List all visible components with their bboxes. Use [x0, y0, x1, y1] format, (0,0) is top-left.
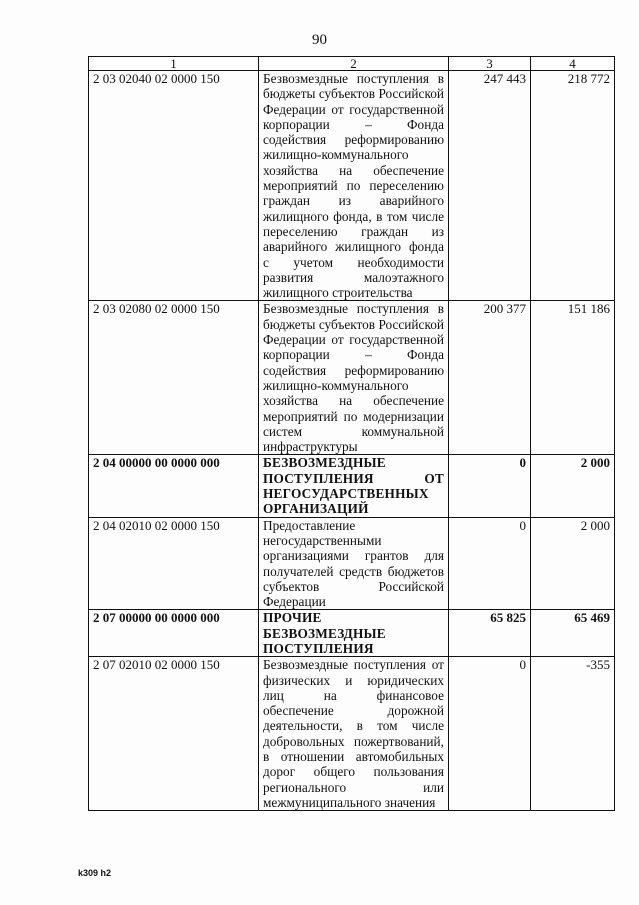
table-header-row — [89, 57, 615, 71]
table-row-total — [89, 455, 615, 517]
row-value-col4: 65 469 — [531, 610, 615, 657]
table-row-total — [89, 610, 615, 657]
row-description: Безвозмездные поступления в бюджеты субъектов Российской Федерации от государственной корпорации – Фонда содействия реформированию жилищно-коммунального хозяйства на обеспечение мероприятий по переселению граждан из аварийного жилищного фонда, в том числе переселению граждан из аварийного жилищного фонда с учетом необходимости развития малоэтажного жилищного строительства — [259, 71, 449, 301]
row-description: Безвозмездные поступления в бюджеты субъектов Российской Федерации от государственной корпорации – Фонда содействия реформированию жилищно-коммунального хозяйства на обеспечение мероприятий по модернизации систем коммунальной инфраструктуры — [259, 301, 449, 455]
table-row — [89, 71, 615, 301]
row-value-col3: 65 825 — [449, 610, 531, 657]
header-col-4: 4 — [531, 57, 615, 71]
table-row — [89, 517, 615, 610]
row-value-col3: 247 443 — [449, 71, 531, 301]
header-col-3: 3 — [449, 57, 531, 71]
row-code: 2 04 02010 02 0000 150 — [89, 517, 259, 610]
table-row — [89, 301, 615, 455]
row-code: 2 07 00000 00 0000 000 — [89, 610, 259, 657]
row-value-col4: 2 000 — [531, 517, 615, 610]
row-value-col3: 0 — [449, 657, 531, 811]
row-value-col4: 218 772 — [531, 71, 615, 301]
row-code: 2 07 02010 02 0000 150 — [89, 657, 259, 811]
page-number: 90 — [312, 32, 327, 48]
row-code: 2 03 02040 02 0000 150 — [89, 71, 259, 301]
row-value-col3: 0 — [449, 517, 531, 610]
row-code: 2 04 00000 00 0000 000 — [89, 455, 259, 517]
row-value-col4: -355 — [531, 657, 615, 811]
row-value-col4: 2 000 — [531, 455, 615, 517]
row-value-col3: 0 — [449, 455, 531, 517]
footer-code: k309 h2 — [78, 868, 112, 878]
budget-table — [88, 56, 615, 811]
header-col-1: 1 — [89, 57, 259, 71]
row-description: БЕЗВОЗМЕЗДНЫЕ ПОСТУПЛЕНИЯ ОТ НЕГОСУДАРСТВЕННЫХ ОРГАНИЗАЦИЙ — [259, 455, 449, 517]
row-description: ПРОЧИЕ БЕЗВОЗМЕЗДНЫЕ ПОСТУПЛЕНИЯ — [259, 610, 449, 657]
row-description: Безвозмездные поступления от физических и юридических лиц на финансовое обеспечение дорожной деятельности, в том числе добровольных пожертвований, в отношении автомобильных дорог общего пользования регионального или межмуниципального значения — [259, 657, 449, 811]
header-col-2: 2 — [259, 57, 449, 71]
row-description: Предоставление негосударственными организациями грантов для получателей средств бюджетов субъектов Российской Федерации — [259, 517, 449, 610]
row-value-col3: 200 377 — [449, 301, 531, 455]
row-code: 2 03 02080 02 0000 150 — [89, 301, 259, 455]
table-row — [89, 657, 615, 811]
row-value-col4: 151 186 — [531, 301, 615, 455]
